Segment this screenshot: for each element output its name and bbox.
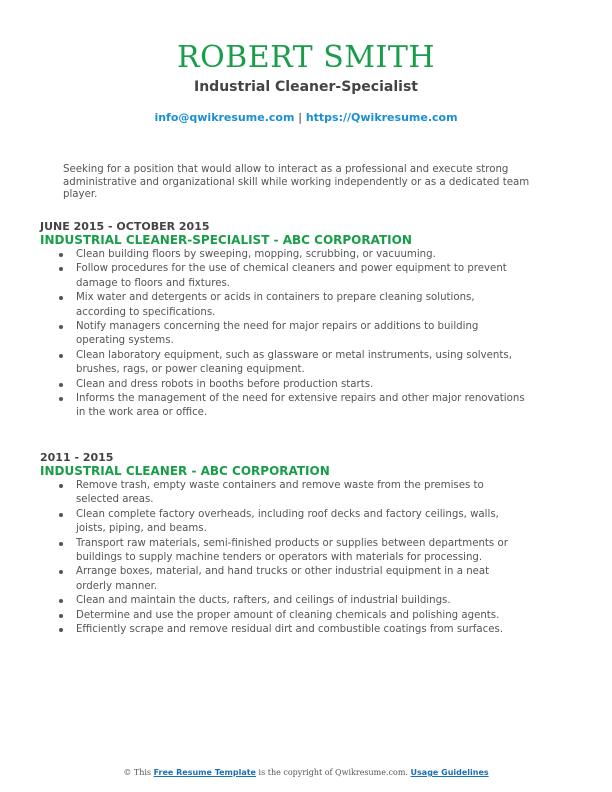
- email-link[interactable]: info@qwikresume.com: [154, 111, 295, 124]
- list-item: Transport raw materials, semi-finished products or supplies between departments or buildings to supply machine tenders or operators with materials for processing.: [76, 537, 540, 566]
- candidate-name: ROBERT SMITH: [176, 40, 436, 75]
- usage-guidelines-link[interactable]: Usage Guidelines: [410, 768, 489, 777]
- summary-text: Seeking for a position that would allow to interact as a professional and execute strong administrative and organizational skill while working independently or as a dedicated team player.: [63, 164, 530, 201]
- job-title: INDUSTRIAL CLEANER - ABC CORPORATION: [40, 464, 330, 478]
- contact-separator: |: [298, 111, 302, 124]
- job-dates: JUNE 2015 - OCTOBER 2015: [40, 220, 210, 233]
- job-title: INDUSTRIAL CLEANER-SPECIALIST - ABC CORPORATION: [40, 233, 412, 247]
- list-item: Clean and dress robots in booths before production starts.: [76, 378, 540, 392]
- candidate-role: Industrial Cleaner-Specialist: [194, 79, 418, 95]
- list-item: Remove trash, empty waste containers and remove waste from the premises to selected areas.: [76, 479, 540, 508]
- list-item: Efficiently scrape and remove residual dirt and combustible coatings from surfaces.: [76, 623, 540, 637]
- list-item: Notify managers concerning the need for major repairs or additions to building operating systems.: [76, 320, 540, 349]
- list-item: Clean building floors by sweeping, mopping, scrubbing, or vacuuming.: [76, 248, 540, 262]
- footer: [0, 768, 612, 778]
- list-item: Informs the management of the need for extensive repairs and other major renovations in the work area or office.: [76, 392, 540, 421]
- list-item: Clean laboratory equipment, such as glassware or metal instruments, using solvents, brushes, rags, or power cleaning equipment.: [76, 349, 540, 378]
- footer-prefix: © This: [123, 768, 152, 777]
- list-item: Determine and use the proper amount of cleaning chemicals and polishing agents.: [76, 609, 540, 623]
- list-item: Follow procedures for the use of chemical cleaners and power equipment to prevent damage to floors and fixtures.: [76, 262, 540, 291]
- job-entry: [40, 220, 540, 421]
- list-item: Mix water and detergents or acids in containers to prepare cleaning solutions, according to specifications.: [76, 291, 540, 320]
- list-item: Clean complete factory overheads, including roof decks and factory ceilings, walls, joists, piping, and beams.: [76, 508, 540, 537]
- list-item: Clean and maintain the ducts, rafters, and ceilings of industrial buildings.: [76, 594, 540, 608]
- job-bullets: [40, 479, 540, 637]
- job-dates: 2011 - 2015: [40, 451, 114, 464]
- job-bullets: [40, 248, 540, 421]
- contact-line: [0, 111, 612, 125]
- free-resume-template-link[interactable]: Free Resume Template: [153, 768, 256, 777]
- list-item: Arrange boxes, material, and hand trucks or other industrial equipment in a neat orderly manner.: [76, 565, 540, 594]
- job-entry: [40, 451, 540, 637]
- footer-copyright: is the copyright of Qwikresume.com.: [258, 768, 408, 777]
- website-link[interactable]: https://Qwikresume.com: [305, 111, 458, 124]
